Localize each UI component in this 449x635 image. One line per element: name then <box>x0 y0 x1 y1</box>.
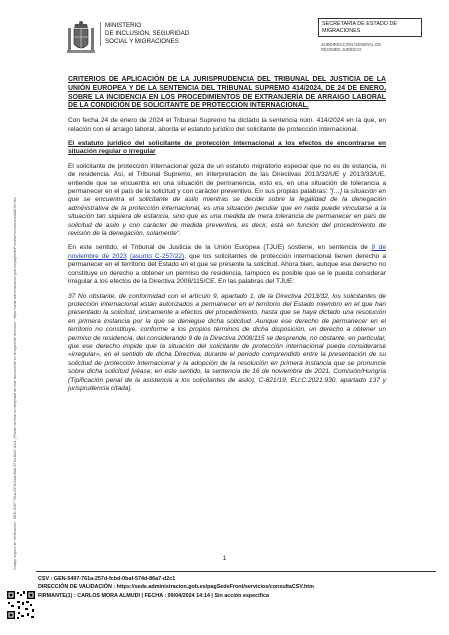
verification-side-text: Código seguro de Verificación : GEN-5497-761a-257d-fcbd-0baf-574d-86a7-d2c1 | Puede verificar la integridad de este documento en la siguiente dirección : https://sede.administracion.gob.es/pagSedeFront/servicios/consultaCSV.htm <box>13 197 17 570</box>
paragraph-tjue <box>68 244 386 286</box>
paragraph-tjue-text-a: En este sentido, el Tribunal de Justicia de la Unión Europea (TJUE) sostiene, en sentencia de <box>68 244 372 252</box>
secretaria-box <box>318 18 422 37</box>
footer-csv: CSV : GEN-5497-761a-257d-fcbd-0baf-574d-86a7-d2c1 <box>38 576 176 582</box>
footer-divider <box>36 571 436 572</box>
section-subheading: El estatuto jurídico del solicitante de protección internacional a los efectos de encontrarse en situación regular o irregular <box>68 140 386 156</box>
document-body <box>68 76 386 399</box>
intro-paragraph: Con fecha 24 de enero de 2024 el Tribunal Supremo ha dictado la sentencia núm. 414/2024 en la que, en relación con el arraigo laboral, aborda el estatuto jurídico del solicitante de protección internacional. <box>68 117 386 133</box>
supreme-court-quote: "[…] la situación en que se encuentra el solicitante de asilo mientras se decide sobre la legalidad de la denegación administrativa de la protección internacional, es una situación peculiar que en nada puede vincularse a la situación tan siquiera de estancia, sino que es una medida de mera tolerancia de permanecer en país de solicitud de asilo y con carácter de medida preventiva, es decir, está en función del procedimiento de revisión de la denegación, solamente". <box>68 188 386 238</box>
paragraph-estatuto <box>68 163 386 239</box>
subdireccion-line-2: RÉGIMEN JURÍDICO <box>321 47 362 53</box>
ministry-line-3: SOCIAL Y MIGRACIONES <box>105 38 179 45</box>
ministry-name <box>100 22 189 46</box>
secretaria-line-2: MIGRACIONES <box>322 27 361 34</box>
subdireccion-line-1: SUBDIRECCIÓN GENERAL DE <box>321 42 382 47</box>
tjue-quote-paragraph: 37 No obstante, de conformidad con el artículo 9, apartado 1, de la Directiva 2013/32, los solicitantes de protección internacional están autorizados a permanecer en el territorio del Estado miembro en el que han presentado la solicitud, únicamente a efectos del procedimiento, hasta que se haya dictado una resolución en primera instancia por la que se deniegue dicha solicitud. Aunque ese derecho de permanecer en el territorio no constituye, conforme a los propios términos de dicha disposición, un derecho a obtener un permiso de residencia, del considerando 9 de la Directiva 2008/115 se desprende, no obstante, en particular, que ese derecho impide que la situación del solicitante de protección internacional pueda considerarse «irregular», en el sentido de dicha Directiva, durante el periodo comprendido entre la presentación de su solicitud de protección internacional y la adopción de la resolución en primera instancia que se pronuncie sobre dicha solicitud [véase, en este sentido, la sentencia de 16 de noviembre de 2021, Comisión/Hungría (Tipificación penal de la asistencia a los solicitantes de asilo), C‑821/19, EU:C:2021:930, apartado 137 y jurisprudencia citada]. <box>68 292 386 392</box>
subdireccion-label <box>321 42 411 53</box>
case-reference-link[interactable]: (asunto C-257/22) <box>129 252 185 260</box>
verification-side-strip <box>4 70 17 570</box>
footer-direccion: DIRECCIÓN DE VALIDACIÓN : https://sede.administracion.gob.es/pagSedeFront/servicios/consultaCSV.htm <box>38 584 314 591</box>
footer-firmante: FIRMANTE(1) : CARLOS MORA ALMUDI | FECHA : 09/04/2024 14:14 | Sin acción específica <box>38 592 269 599</box>
document-title: CRITERIOS DE APLICACIÓN DE LA JURISPRUDENCIA DEL TRIBUNAL DEL JUSTICIA DE LA UNIÓN EUROPEA Y DE LA SENTENCIA DEL TRIBUNAL SUPREMO 414/2024, DE 24 DE ENERO, SOBRE LA INCIDENCIA EN LOS PROCEDIMIENTOS DE EXTRANJERÍA DE ARRAIGO LABORAL DE LA CONDICIÓN DE SOLICITANTE DE PROTECCIÓN INTERNACIONAL. <box>68 76 386 110</box>
judgment-date-link[interactable]: 9 de noviembre de 2023 <box>68 244 386 260</box>
coat-of-arms-logo <box>66 20 96 58</box>
paragraph-tjue-text-c: , que los solicitantes de protección internacional tienen derecho a permanecer en el territorio del Estado en el que se presente la solicitud. Ahora bien, aunque ese derecho no constituye un derecho a obtener un permiso de residencia, tampoco es posible que se le pueda considerar irregular a los efectos de la Directiva 2008/115/CE. En las palabras del TJUE: <box>68 252 386 286</box>
ministry-line-2: DE INCLUSIÓN, SEGURIDAD <box>105 30 190 37</box>
qr-code-icon <box>6 590 36 620</box>
document-header <box>66 18 426 64</box>
secretaria-line-1: SECRETARÍA DE ESTADO DE <box>322 21 397 27</box>
page-number: 1 <box>222 555 227 562</box>
validation-footer <box>38 575 314 600</box>
paragraph-estatuto-text: El solicitante de protección internacional goza de un estatuto migratorio especial que no es de estancia, ni de residencia. Así, el Tribunal Supremo, en interpretación de las Directivas 2013/32/UE y 2013/33/UE, entiende que se encuentra en una situación de permanencia, esto es, en una situación de tolerancia a permanecer en el país de la solicitud y con carácter preventivo. En sus propias palabras: <box>68 162 386 196</box>
ministry-line-1: MINISTERIO <box>105 22 142 29</box>
